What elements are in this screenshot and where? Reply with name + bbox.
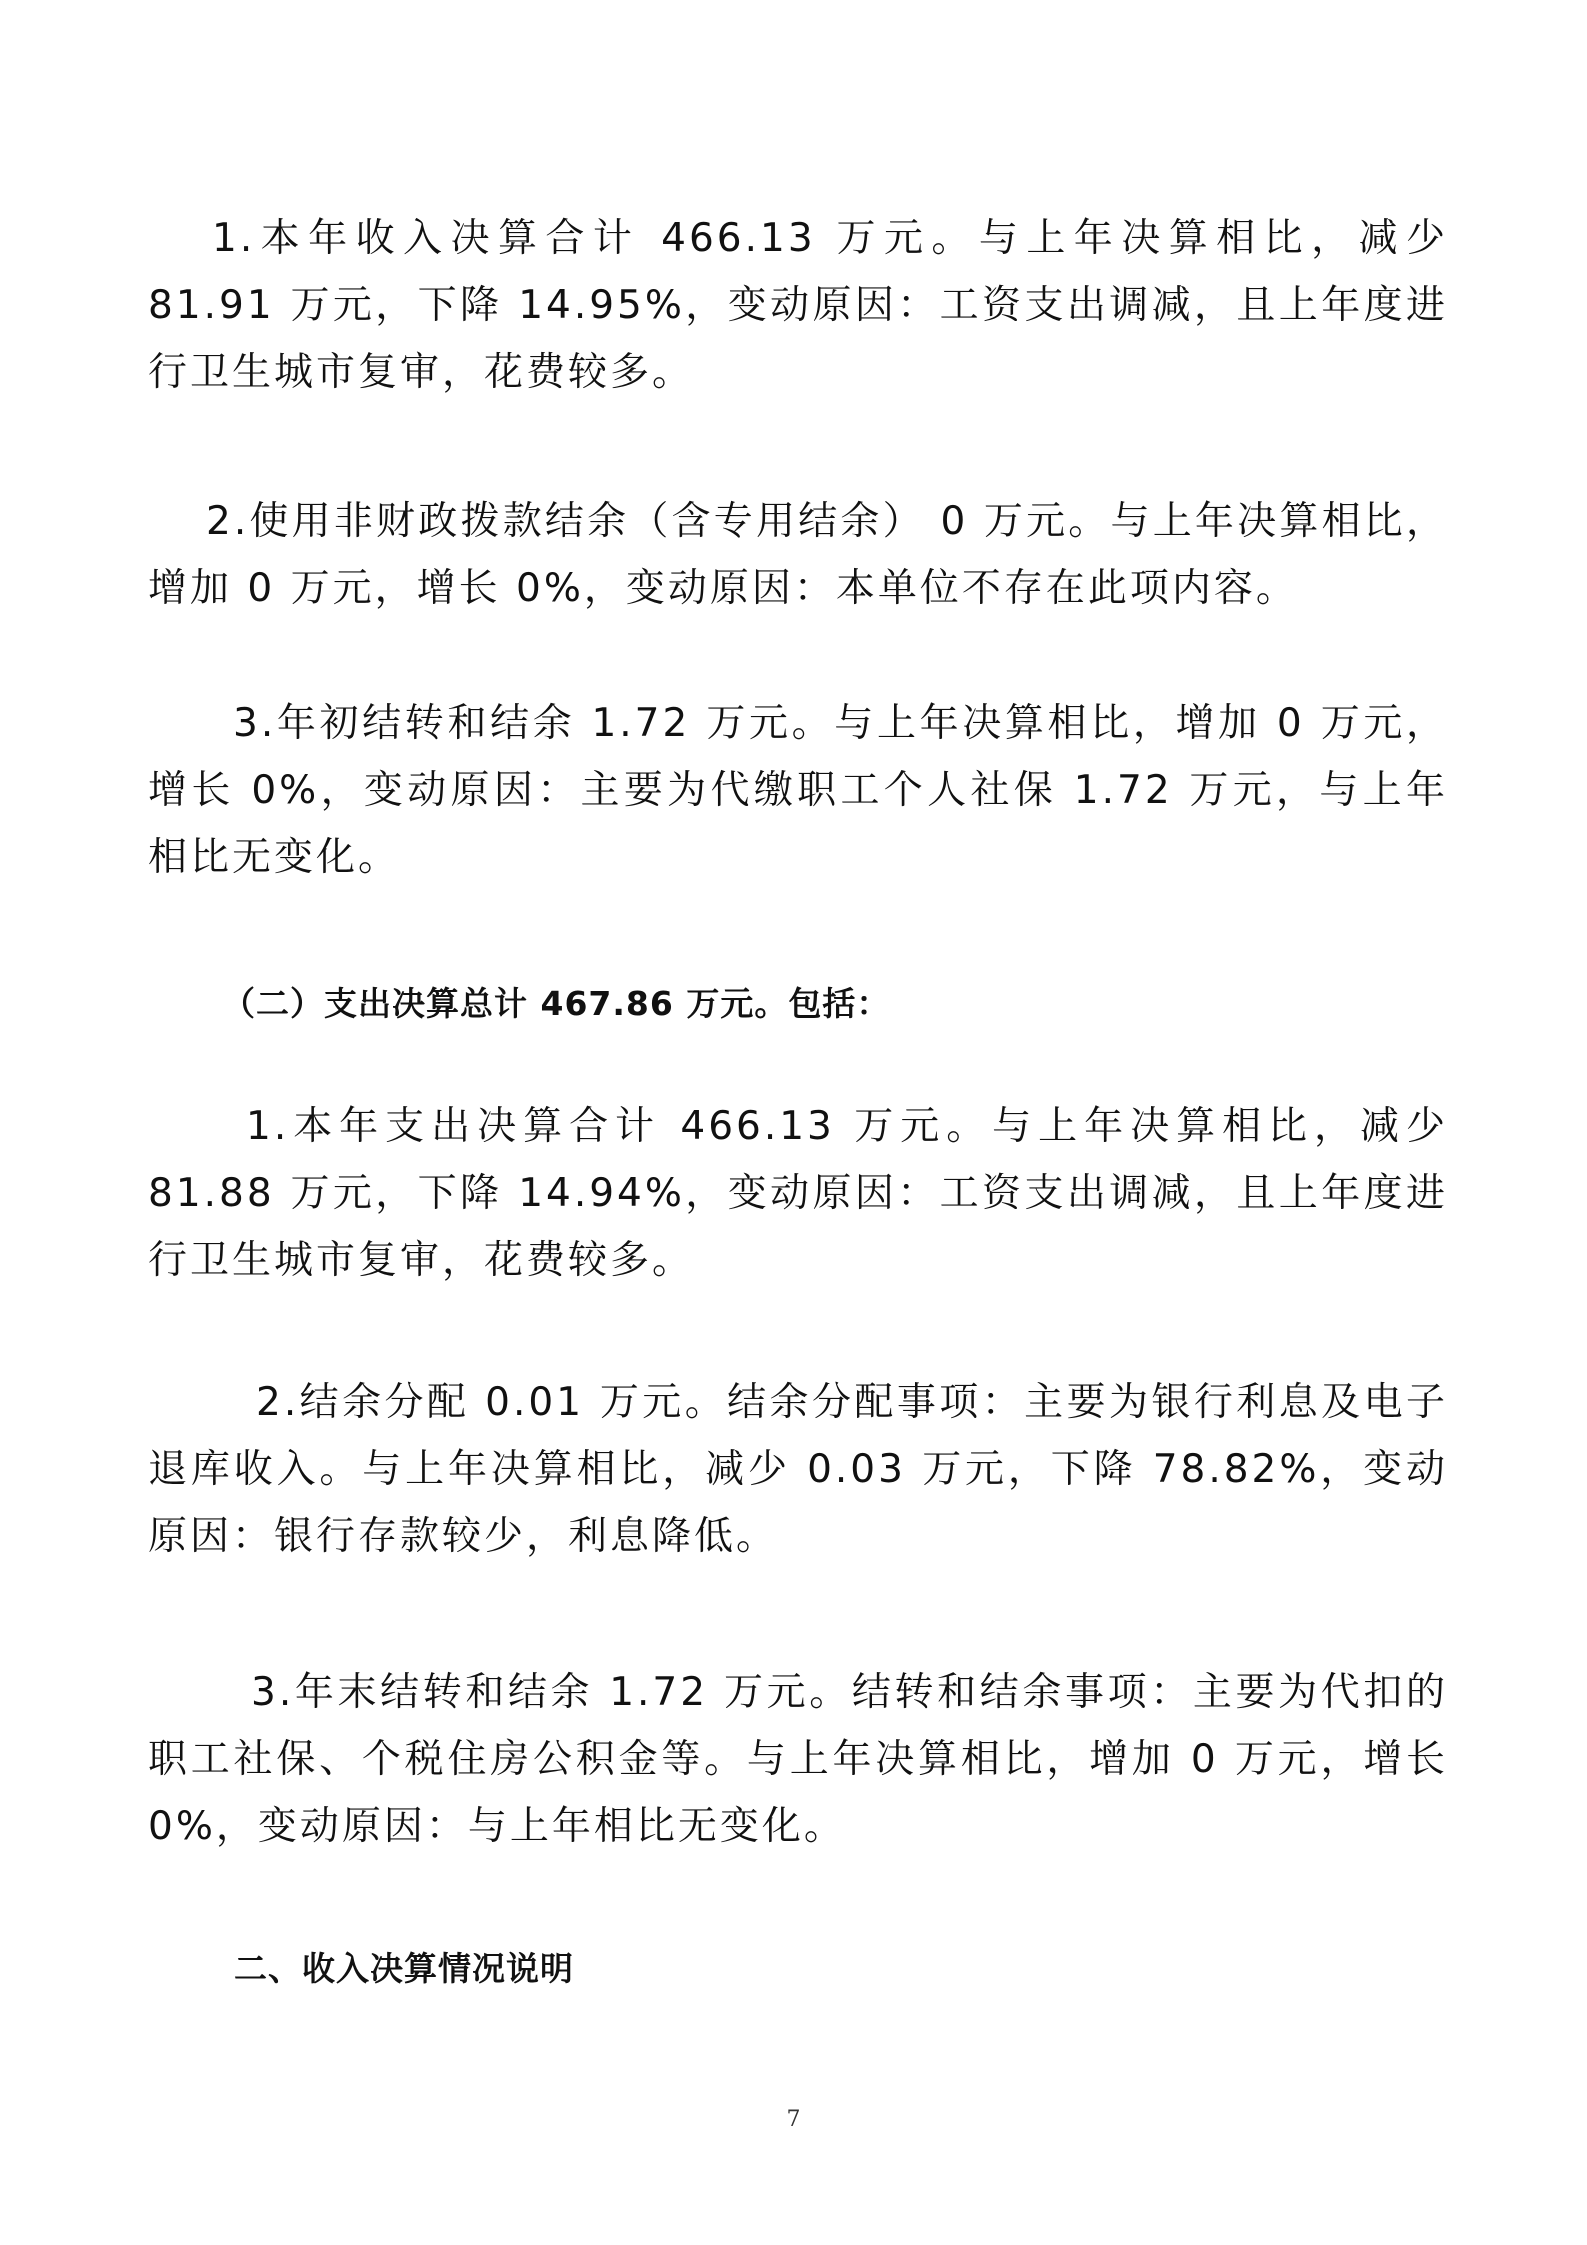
income-paragraph-2: 2.使用非财政拨款结余（含专用结余） 0 万元。与上年决算相比，增加 0 万元，增长 0%，变动原因：本单位不存在此项内容。 [148, 499, 1448, 611]
expenditure-heading: （二）支出决算总计 467.86 万元。包括： [222, 984, 891, 1023]
expenditure-paragraph-3: 3.年末结转和结余 1.72 万元。结转和结余事项：主要为代扣的职工社保、个税住房公积金等。与上年决算相比，增加 0 万元，增长 0%，变动原因：与上年相比无变化。 [148, 1670, 1448, 1849]
expenditure-paragraph-1: 1.本年支出决算合计 466.13 万元。与上年决算相比，减少 81.88 万元，下降 14.94%，变动原因：工资支出调减，且上年度进行卫生城市复审，花费较多。 [148, 1104, 1448, 1283]
income-paragraph-1: 1.本年收入决算合计 466.13 万元。与上年决算相比，减少 81.91 万元，下降 14.95%，变动原因：工资支出调减，且上年度进行卫生城市复审，花费较多。 [148, 216, 1448, 395]
expenditure-paragraph-2: 2.结余分配 0.01 万元。结余分配事项：主要为银行利息及电子退库收入。与上年决算相比，减少 0.03 万元，下降 78.82%，变动原因：银行存款较少，利息降低。 [148, 1380, 1448, 1559]
income-paragraph-3: 3.年初结转和结余 1.72 万元。与上年决算相比，增加 0 万元，增长 0%，变动原因：主要为代缴职工个人社保 1.72 万元，与上年相比无变化。 [148, 701, 1448, 880]
page-number: 7 [786, 2107, 801, 2132]
section-heading: 二、收入决算情况说明 [234, 1949, 574, 1988]
